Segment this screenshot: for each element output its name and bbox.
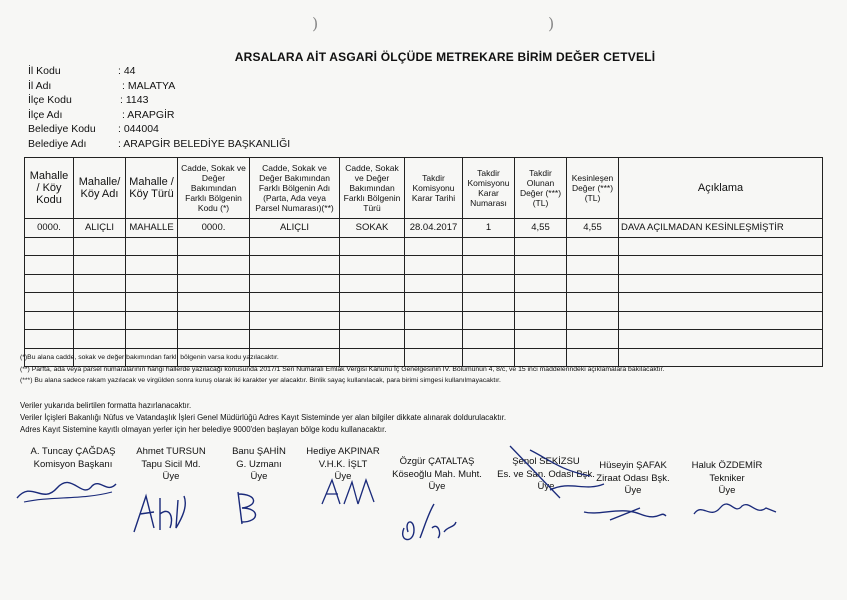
table-cell (567, 293, 619, 312)
table-cell (74, 293, 126, 312)
municipality-info (28, 64, 290, 151)
table-cell (515, 293, 567, 312)
info-row (28, 122, 290, 137)
info-label: İlçe Adı (28, 108, 63, 121)
table-cell (567, 237, 619, 256)
header-cell: Açıklama (619, 158, 823, 219)
table-header-row (25, 158, 823, 219)
table-cell (515, 311, 567, 330)
table-row (25, 293, 823, 312)
signatory-role: Üye (250, 471, 268, 482)
header-cell: Takdir Komisyonu Karar Tarihi (405, 158, 463, 219)
header-cell: Cadde, Sokak ve Değer Bakımından Farklı Bölgenin Türü (340, 158, 405, 219)
signatory-name: Şenol SEKİZSU (512, 456, 580, 467)
signatory-role: Üye (162, 471, 180, 482)
table-body (25, 219, 823, 367)
table-cell (619, 330, 823, 349)
instruction-line: Adres Kayıt Sistemine kayıtlı olmayan yerler için her belediye 9000'den başlayan bölge kodu kullanacaktır. (20, 425, 387, 434)
table-cell (250, 311, 340, 330)
signatory-title: G. Uzmanı (236, 458, 282, 470)
table-cell (515, 274, 567, 293)
info-value: : 44 (118, 65, 136, 77)
signatory-name: Ahmet TURSUN (136, 446, 206, 457)
table-row (25, 237, 823, 256)
table-cell (515, 256, 567, 275)
table-row (25, 256, 823, 275)
table-cell (74, 330, 126, 349)
table-cell (74, 274, 126, 293)
table-cell (178, 330, 250, 349)
signatory-role: Üye (428, 481, 446, 492)
table-row (25, 274, 823, 293)
table-cell (619, 293, 823, 312)
table-cell: 1 (463, 219, 515, 238)
table-cell: 4,55 (515, 219, 567, 238)
header-cell: Mahalle / Köy Kodu (25, 158, 74, 219)
punch-hole-mark: ) (312, 14, 319, 33)
table-cell (567, 256, 619, 275)
info-label: Belediye Kodu (28, 123, 96, 135)
info-row (28, 93, 290, 108)
table-cell (250, 237, 340, 256)
info-label: İl Adı (28, 79, 52, 92)
table-cell (567, 274, 619, 293)
table-cell (25, 330, 74, 349)
signatory-title: Es. ve San. Odası Bşk. (497, 468, 595, 480)
table-cell (126, 274, 178, 293)
signatory-role: Üye (718, 485, 736, 496)
table-cell: DAVA AÇILMADAN KESİNLEŞMİŞTİR (619, 219, 823, 238)
table-cell (74, 256, 126, 275)
table-cell (178, 237, 250, 256)
table-cell (619, 237, 823, 256)
table-cell (463, 330, 515, 349)
info-value: : ARAPGİR (122, 108, 175, 121)
info-row (28, 79, 290, 94)
table-cell: 28.04.2017 (405, 219, 463, 238)
info-row (28, 137, 290, 152)
signatory-role: Üye (624, 485, 642, 496)
signatory-title: V.H.K. İŞLT (318, 458, 368, 470)
header-cell: Kesinleşen Değer (***) (TL) (567, 158, 619, 219)
info-value: : MALATYA (122, 79, 176, 92)
signature-scrawl (12, 470, 122, 510)
table-cell (567, 330, 619, 349)
table-cell (463, 274, 515, 293)
signatory-name: Hüseyin ŞAFAK (599, 460, 667, 471)
table-cell (126, 293, 178, 312)
table-cell (405, 311, 463, 330)
header-cell: Mahalle / Köy Türü (126, 158, 178, 219)
signature-scrawl (690, 494, 780, 524)
table-cell (126, 330, 178, 349)
table-cell: 0000. (25, 219, 74, 238)
info-value: : 1143 (120, 94, 149, 106)
table-cell (74, 237, 126, 256)
table-cell: ALIÇLI (250, 219, 340, 238)
signature-scrawl (318, 474, 378, 508)
signatory-name: Hediye AKPINAR (306, 446, 380, 457)
table-cell (25, 237, 74, 256)
table-cell: MAHALLE (126, 219, 178, 238)
header-cell: Takdir Olunan Değer (***) (TL) (515, 158, 567, 219)
instruction-line: Veriler yukarıda belirtilen formatta hazırlanacaktır. (20, 401, 192, 410)
signatory-block (672, 460, 782, 498)
table-cell: ALIÇLI (74, 219, 126, 238)
signatory-block (18, 446, 128, 471)
signatory-title: Köseoğlu Mah. Muht. (392, 468, 482, 480)
info-row (28, 64, 290, 79)
table-cell (126, 311, 178, 330)
footnote: (*)Bu alana cadde, sokak ve değer bakımından farklı bölgenin varsa kodu yazılacaktır. (20, 354, 279, 361)
table-cell (567, 311, 619, 330)
table-cell (178, 293, 250, 312)
document-title: ARSALARA AİT ASGARİ ÖLÇÜDE METREKARE BİRİM DEĞER CETVELİ (234, 50, 656, 64)
info-row (28, 108, 290, 123)
signatory-name: Özgür ÇATALTAŞ (399, 456, 475, 467)
footnote: (***) Bu alana sadece rakam yazılacak ve virgülden sonra kuruş olarak iki karakter yer alacaktır. Binlik sayaç kullanılacak, para birimi simgesi kullanılmayacaktır. (20, 377, 501, 384)
table-row (25, 330, 823, 349)
table-cell (25, 293, 74, 312)
table-cell (126, 237, 178, 256)
signatory-title: Ziraat Odası Bşk. (596, 472, 670, 484)
signature-scrawl (126, 488, 196, 538)
table-cell (515, 330, 567, 349)
table-cell (619, 311, 823, 330)
signatory-role: Üye (334, 471, 352, 482)
signatory-name: A. Tuncay ÇAĞDAŞ (30, 446, 116, 457)
signatory-block (378, 456, 496, 494)
table-cell (178, 256, 250, 275)
table-cell (515, 237, 567, 256)
signature-scrawl (580, 496, 670, 526)
table-cell (405, 274, 463, 293)
table-cell: 4,55 (567, 219, 619, 238)
table-cell (250, 274, 340, 293)
table-cell (405, 330, 463, 349)
table-cell (340, 274, 405, 293)
header-cell: Cadde, Sokak ve Değer Bakımından Farklı Bölgenin Adı (Parta, Ada veya Parsel Numarası)(**) (250, 158, 340, 219)
footnotes (20, 352, 664, 387)
punch-hole-mark: ) (548, 14, 555, 33)
table-cell (340, 311, 405, 330)
signatory-name: Banu ŞAHİN (232, 446, 286, 457)
table-cell (340, 330, 405, 349)
table-cell: 0000. (178, 219, 250, 238)
header-cell: Takdir Komisyonu Karar Numarası (463, 158, 515, 219)
info-label: İl Kodu (28, 65, 61, 77)
table-cell (405, 293, 463, 312)
info-value: : ARAPGİR BELEDİYE BAŞKANLIĞI (118, 137, 291, 150)
table-cell (340, 237, 405, 256)
table-row (25, 219, 823, 238)
signatory-role: Üye (537, 481, 555, 492)
table-cell (25, 311, 74, 330)
signature-scrawl (398, 498, 462, 546)
header-cell: Cadde, Sokak ve Değer Bakımından Farklı Bölgenin Kodu (*) (178, 158, 250, 219)
signatory-title: Tapu Sicil Md. (141, 458, 201, 470)
footnote: (**) Parfta, ada veya parsel numaralarının hangi hallerde yazılacağı konusunda 2017/1 Seri Numaralı Emlak Vergisi Kanunu İç Genelgesinin IV. Bölümünün 4, 8/c, ve 15 inci maddelerindeki açıklamalara bakılacaktır. (20, 365, 665, 373)
table-cell (126, 256, 178, 275)
table-cell (250, 330, 340, 349)
signatory-title: Komisyon Başkanı (33, 458, 113, 470)
table-cell (463, 256, 515, 275)
signature-scrawl (228, 488, 268, 528)
table-cell (74, 311, 126, 330)
table-cell (619, 274, 823, 293)
header-cell: Mahalle/ Köy Adı (74, 158, 126, 219)
info-label: Belediye Adı (28, 137, 87, 150)
instruction-line: Veriler İçişleri Bakanlığı Nüfus ve Vatandaşlık İşleri Genel Müdürlüğü Adres Kayıt Sisteminde yer alan bilgiler dikkate alınarak doldurulacaktır. (20, 413, 507, 422)
table-cell (250, 293, 340, 312)
info-value: : 044004 (118, 123, 159, 135)
instructions (20, 400, 506, 436)
table-cell (619, 256, 823, 275)
signatory-title: Tekniker (709, 472, 745, 484)
info-label: İlçe Kodu (28, 94, 72, 106)
value-table (24, 157, 823, 367)
table-cell (250, 256, 340, 275)
table-row (25, 311, 823, 330)
table-cell (405, 237, 463, 256)
table-cell (463, 293, 515, 312)
table-cell (25, 274, 74, 293)
table-cell (463, 311, 515, 330)
table-cell: SOKAK (340, 219, 405, 238)
table-cell (25, 256, 74, 275)
table-cell (340, 293, 405, 312)
table-cell (340, 256, 405, 275)
table-cell (463, 237, 515, 256)
table-cell (178, 274, 250, 293)
table-cell (178, 311, 250, 330)
table-cell (405, 256, 463, 275)
signatory-name: Haluk ÖZDEMİR (691, 460, 763, 471)
